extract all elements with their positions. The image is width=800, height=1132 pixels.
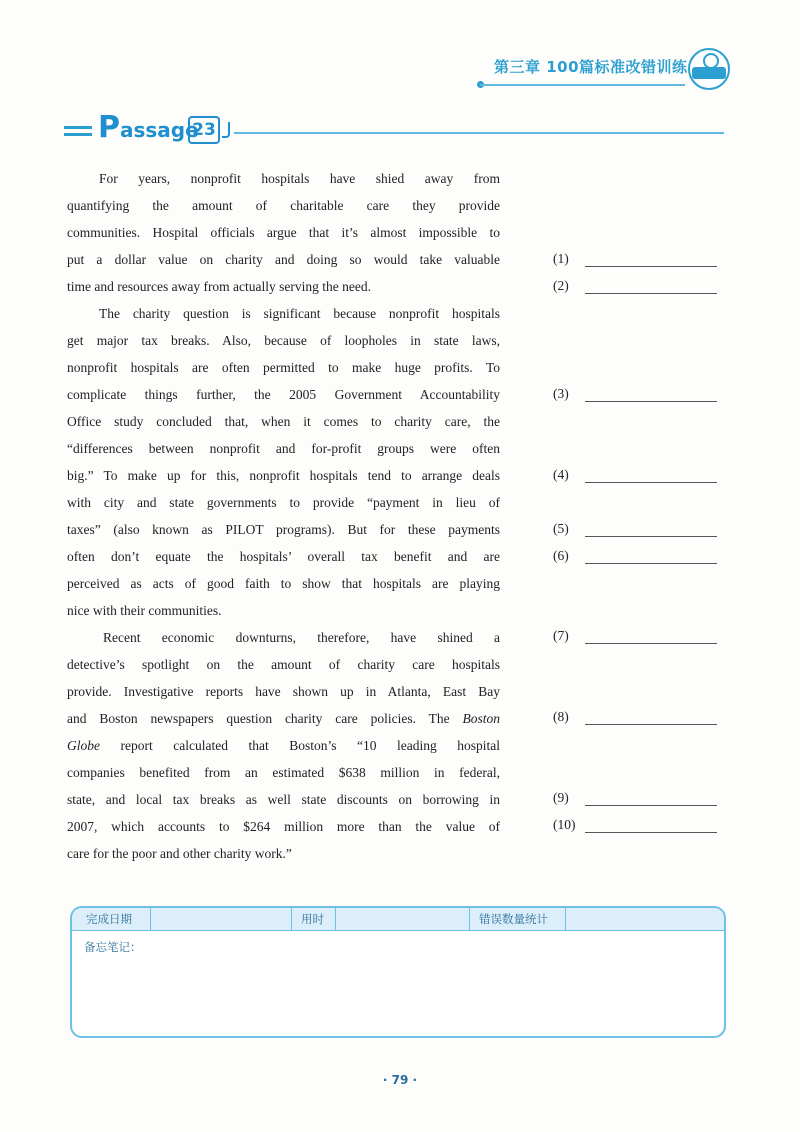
passage-number: 23 — [188, 116, 220, 144]
text-line: The charity question is significant because nonprofit hospitals — [99, 306, 500, 321]
answer-blank-4[interactable]: (4) — [553, 467, 723, 487]
text-line: communities. Hospital officials argue that it’s almost impossible to — [67, 225, 500, 240]
page-number: · 79 · — [382, 1073, 418, 1087]
study-record-box — [70, 906, 726, 1038]
text-line: detective’s spotlight on the amount of charity care hospitals — [67, 657, 500, 672]
text-line: quantifying the amount of charitable care they provide — [67, 198, 500, 213]
answer-blank-10[interactable]: (10) — [553, 817, 723, 837]
text-line: nice with their communities. — [67, 603, 222, 618]
answer-blank-1[interactable]: (1) — [553, 251, 723, 271]
notes-label: 备忘笔记： — [84, 940, 142, 954]
answer-blank-8[interactable]: (8) — [553, 709, 723, 729]
record-header-row — [72, 908, 724, 931]
passage-word: Passage — [98, 110, 199, 145]
answer-blank-9[interactable]: (9) — [553, 790, 723, 810]
text-line: perceived as acts of good faith to show that hospitals are playing — [67, 576, 500, 591]
text-line: put a dollar value on charity and doing so would take valuable — [67, 252, 500, 267]
text-line: care for the poor and other charity work.” — [67, 846, 292, 861]
header-underline — [480, 84, 685, 86]
text-line: companies benefited from an estimated $638 million in federal, — [67, 765, 500, 780]
text-line: “differences between nonprofit and for-profit groups were often — [67, 441, 500, 456]
answer-blank-3[interactable]: (3) — [553, 386, 723, 406]
answer-blank-5[interactable]: (5) — [553, 521, 723, 541]
mascot-badge-icon — [688, 48, 730, 90]
chapter-header — [480, 54, 730, 94]
chapter-title: 第三章 100篇标准改错训练 — [494, 58, 688, 76]
heading-rule — [234, 132, 724, 134]
text-line: often don’t equate the hospitals’ overall tax benefit and are — [67, 549, 500, 564]
text-line: with city and state governments to provide “payment in lieu of — [67, 495, 500, 510]
answer-blank-7[interactable]: (7) — [553, 628, 723, 648]
text-line: taxes” (also known as PILOT programs). But for these payments — [67, 522, 500, 537]
text-line: state, and local tax breaks as well state discounts on borrowing in — [67, 792, 500, 807]
text-line: provide. Investigative reports have shown up in Atlanta, East Bay — [67, 684, 500, 699]
text-line: 2007, which accounts to $264 million more than the value of — [67, 819, 500, 834]
text-line: For years, nonprofit hospitals have shied away from — [99, 171, 500, 186]
passage-text — [67, 165, 500, 867]
text-line: Recent economic downturns, therefore, have shined a — [103, 630, 500, 645]
text-line: Office study concluded that, when it comes to charity care, the — [67, 414, 500, 429]
heading-bracket — [222, 122, 230, 138]
text-line: nonprofit hospitals are often permitted to make huge profits. To — [67, 360, 500, 375]
text-line: and Boston newspapers question charity care policies. The Boston — [67, 711, 500, 726]
italic-text: Boston — [462, 711, 500, 726]
answer-blank-2[interactable]: (2) — [553, 278, 723, 298]
heading-bars — [64, 126, 92, 140]
text-line: big.” To make up for this, nonprofit hospitals tend to arrange deals — [67, 468, 500, 483]
time-used-label: 用时 — [301, 912, 324, 926]
error-count-label: 错误数量统计 — [479, 912, 548, 926]
answer-blank-6[interactable]: (6) — [553, 548, 723, 568]
text-line: Globe report calculated that Boston’s “10 leading hospital — [67, 738, 500, 753]
completion-date-label: 完成日期 — [86, 912, 132, 926]
text-line: time and resources away from actually serving the need. — [67, 279, 372, 294]
passage-heading — [64, 112, 724, 148]
mascot-band — [692, 67, 726, 79]
text-line: complicate things further, the 2005 Government Accountability — [67, 387, 500, 402]
text-line: get major tax breaks. Also, because of loopholes in state laws, — [67, 333, 500, 348]
italic-text: Globe — [67, 738, 100, 753]
